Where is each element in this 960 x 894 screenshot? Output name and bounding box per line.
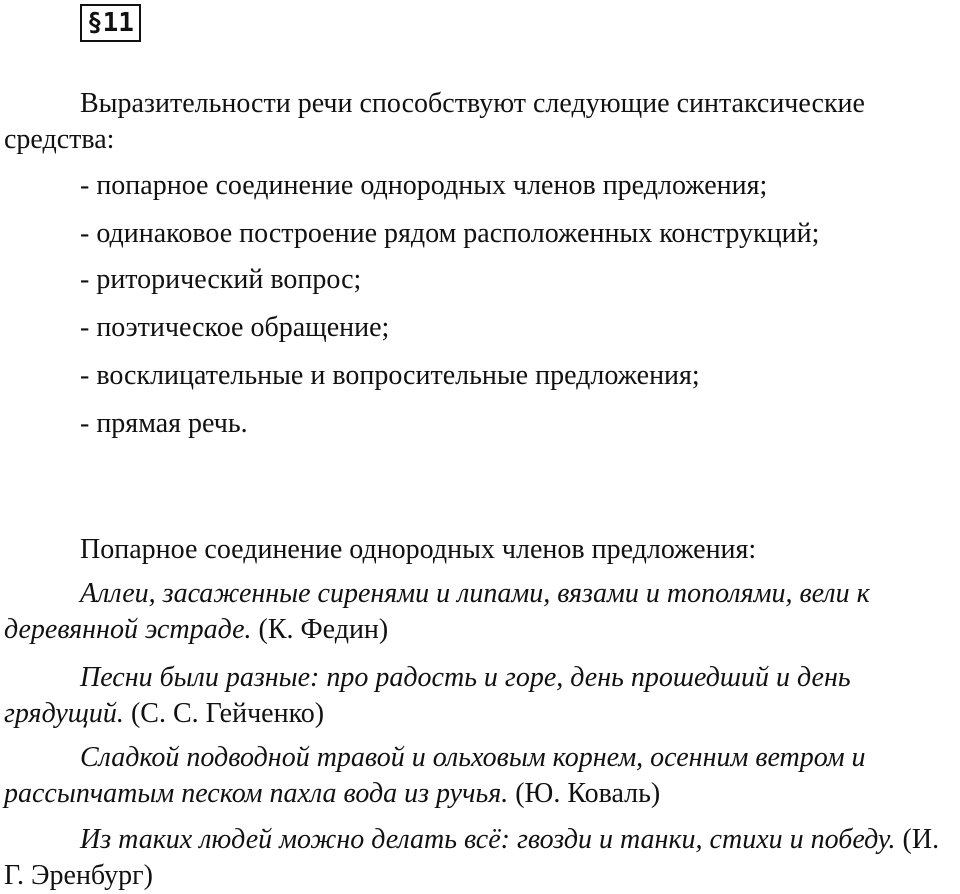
example-paragraph bbox=[4, 740, 956, 812]
list-item: - риторический вопрос; bbox=[80, 264, 362, 295]
list-item: - прямая речь. bbox=[80, 408, 248, 439]
example-quote: Песни были разные: про радость и горе, день прошедший и день грядущий. bbox=[4, 662, 851, 729]
list-item: - одинаковое построение рядом расположенных конструкций; bbox=[80, 218, 820, 249]
example-paragraph bbox=[4, 660, 956, 732]
example-author: (С. С. Гейченко) bbox=[130, 698, 325, 729]
example-author: (К. Федин) bbox=[258, 614, 389, 645]
example-author: (И. Г. Эренбург) bbox=[4, 824, 940, 891]
list-item: - попарное соединение однородных членов предложения; bbox=[80, 170, 768, 201]
intro-paragraph: Выразительности речи способствуют следующие синтаксические средства: bbox=[4, 88, 865, 155]
example-quote: Аллеи, засаженные сиренями и липами, вязами и тополями, вели к деревянной эстраде. bbox=[4, 578, 870, 645]
example-paragraph bbox=[4, 822, 956, 894]
example-paragraph bbox=[4, 576, 956, 648]
list-item: - восклицательные и вопросительные предложения; bbox=[80, 360, 700, 391]
example-author: (Ю. Коваль) bbox=[515, 778, 661, 809]
section-number: §11 bbox=[80, 4, 141, 42]
example-quote: Сладкой подводной травой и ольховым корнем, осенним ветром и рассыпчатым песком пахла вода из ручья. bbox=[4, 742, 866, 809]
list-item: - поэтическое обращение; bbox=[80, 312, 390, 343]
subheading: Попарное соединение однородных членов предложения: bbox=[80, 534, 757, 565]
example-quote: Из таких людей можно делать всё: гвозди и танки, стихи и победу. bbox=[80, 824, 896, 855]
